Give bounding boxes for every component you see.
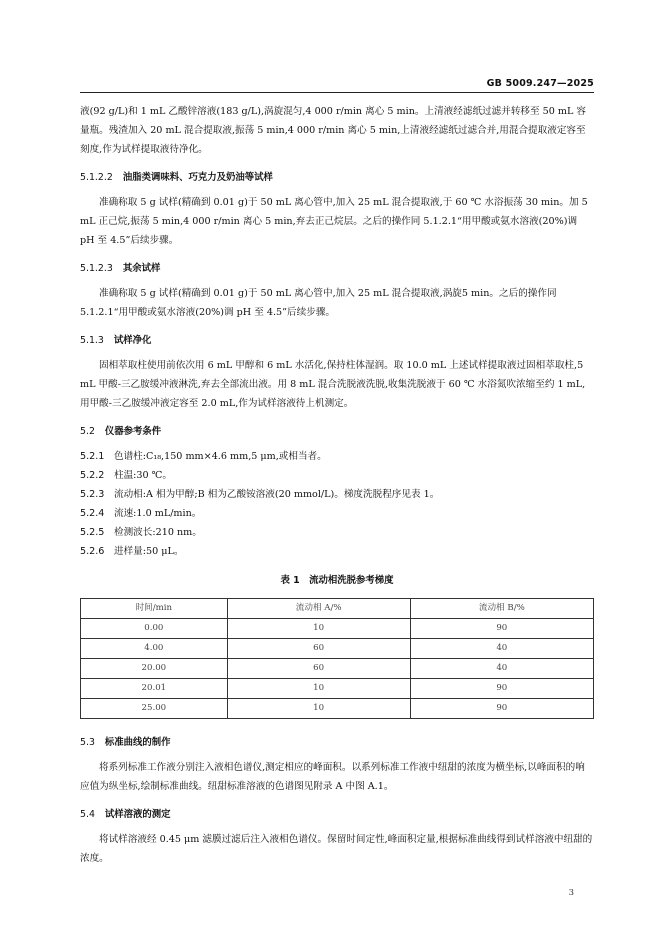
paragraph-5-1-2-2: 准确称取 5 g 试样(精确到 0.01 g)于 50 mL 离心管中,加入 25 mL 混合提取液,于 60 ℃ 水浴振荡 30 min。加 5 mL 正己烷,振荡 5 min,4 000 r/min 离心 5 min,弃去正己烷层。之后的操作同 5.1.2.1“用甲酸或氨水溶液(20%)调 pH 至 4.5”后续步骤。	[80, 197, 588, 246]
heading-5-1-3	[80, 331, 594, 350]
table-cell: 10	[227, 619, 410, 639]
column-header: 时间/min	[81, 599, 228, 619]
item-number: 5.2.5	[80, 527, 105, 538]
paragraph-5-3: 将系列标准工作液分别注入液相色谱仪,测定相应的峰面积。以系列标准工作液中纽甜的浓度为横坐标,以峰面积的响应值为纵坐标,绘制标准曲线。纽甜标准溶液的色谱图见附录 A 中图 A.1。	[80, 762, 585, 792]
item-text: 流速:1.0 mL/min。	[114, 508, 202, 519]
paragraph-5-4: 将试样溶液经 0.45 μm 滤膜过滤后注入液相色谱仪。保留时间定性,峰面积定量,根据标准曲线得到试样溶液中纽甜的浓度。	[80, 834, 593, 864]
item-text: 柱温:30 ℃。	[114, 470, 173, 481]
list-item	[80, 485, 594, 504]
section-number: 5.1.2.3	[80, 263, 113, 274]
table-cell: 0.00	[81, 619, 228, 639]
section-title: 试样溶液的测定	[104, 809, 171, 820]
section-title: 标准曲线的制作	[104, 737, 171, 748]
table-row	[81, 619, 594, 639]
section-title: 仪器参考条件	[104, 426, 162, 437]
table-row	[81, 639, 594, 659]
heading-5-4	[80, 805, 594, 824]
list-item	[80, 523, 594, 542]
table-caption: 表 1 流动相洗脱参考梯度	[280, 575, 394, 586]
header-rule	[80, 92, 594, 93]
item-number: 5.2.4	[80, 508, 105, 519]
column-header: 流动相 B/%	[410, 599, 593, 619]
table-cell: 20.00	[81, 659, 228, 679]
table-cell: 90	[410, 679, 593, 699]
column-header: 流动相 A/%	[227, 599, 410, 619]
list-item	[80, 447, 594, 466]
item-number: 5.2.2	[80, 470, 105, 481]
table-cell: 40	[410, 639, 593, 659]
table-cell: 25.00	[81, 699, 228, 719]
table-cell: 90	[410, 699, 593, 719]
standard-number: GB 5009.247—2025	[486, 78, 594, 89]
item-text: 进样量:50 μL。	[114, 546, 184, 557]
section-title: 试样净化	[113, 335, 152, 346]
table-cell: 40	[410, 659, 593, 679]
item-text: 色谱柱:C₁₈,150 mm×4.6 mm,5 μm,或相当者。	[114, 451, 327, 462]
table-cell: 10	[227, 679, 410, 699]
section-number: 5.4	[80, 809, 95, 820]
table-row	[81, 659, 594, 679]
list-item	[80, 466, 594, 485]
item-number: 5.2.3	[80, 489, 105, 500]
table-row	[81, 679, 594, 699]
table-cell: 60	[227, 659, 410, 679]
section-number: 5.3	[80, 737, 95, 748]
heading-5-1-2-2	[80, 168, 594, 187]
item-text: 检测波长:210 nm。	[114, 527, 202, 538]
table-cell: 10	[227, 699, 410, 719]
item-number: 5.2.6	[80, 546, 105, 557]
heading-5-1-2-3	[80, 259, 594, 278]
table-header-row	[81, 599, 594, 619]
gradient-table	[80, 598, 594, 719]
heading-5-3	[80, 733, 594, 752]
paragraph-5-1-3: 固相萃取柱使用前依次用 6 mL 甲醇和 6 mL 水活化,保持柱体湿润。取 10.0 mL 上述试样提取液过固相萃取柱,5 mL 甲酸-三乙胺缓冲液淋洗,弃去全部流出液。用 8 mL 混合洗脱液洗脱,收集洗脱液于 60 ℃ 水浴氮吹浓缩至约 1 mL,用甲酸-三乙胺缓冲液定容至 2.0 mL,作为试样溶液待上机测定。	[80, 360, 586, 409]
paragraph-5-1-2-3: 准确称取 5 g 试样(精确到 0.01 g)于 50 mL 离心管中,加入 25 mL 混合提取液,涡旋5 min。之后的操作同 5.1.2.1“用甲酸或氨水溶液(20%)调 pH 至 4.5”后续步骤。	[80, 288, 557, 318]
table-row	[81, 699, 594, 719]
table-cell: 20.01	[81, 679, 228, 699]
section-number: 5.1.2.2	[80, 172, 113, 183]
table-cell: 4.00	[81, 639, 228, 659]
section-number: 5.2	[80, 426, 95, 437]
section-title: 油脂类调味料、巧克力及奶油等试样	[122, 172, 273, 183]
list-item	[80, 542, 594, 561]
intro-paragraph: 液(92 g/L)和 1 mL 乙酸锌溶液(183 g/L),涡旋混匀,4 000 r/min 离心 5 min。上清液经滤纸过滤并转移至 50 mL 容量瓶。残渣加入 20 mL 混合提取液,振荡 5 min,4 000 r/min 离心 5 min,上清液经滤纸过滤合并,用混合提取液定容至刻度,作为试样提取液待净化。	[80, 106, 587, 155]
list-item	[80, 504, 594, 523]
item-number: 5.2.1	[80, 451, 105, 462]
table-cell: 60	[227, 639, 410, 659]
section-title: 其余试样	[122, 263, 161, 274]
document-body	[80, 102, 594, 868]
item-text: 流动相:A 相为甲醇;B 相为乙酸铵溶液(20 mmol/L)。梯度洗脱程序见表 1。	[114, 489, 440, 500]
heading-5-2	[80, 422, 594, 441]
page-number: 3	[568, 888, 574, 898]
table-cell: 90	[410, 619, 593, 639]
section-number: 5.1.3	[80, 335, 104, 346]
instrument-conditions-list	[80, 447, 594, 561]
